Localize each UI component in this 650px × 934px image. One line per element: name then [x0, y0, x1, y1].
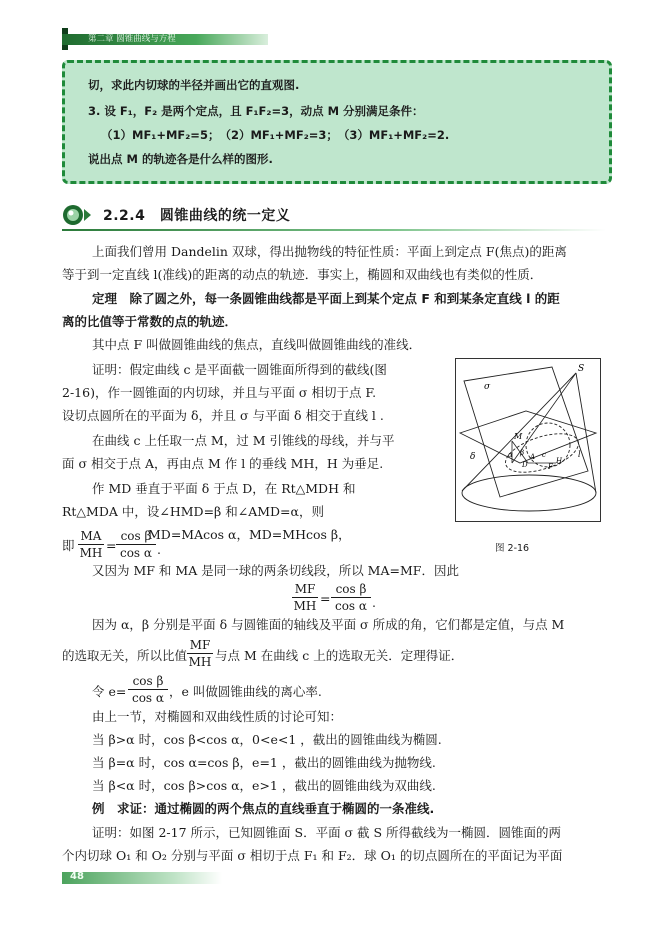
- case-hyperbola: 当 β<α 时，cos β>cos α，e>1 ，截出的圆锥曲线为双曲线.: [92, 778, 436, 793]
- page-number: 48: [70, 871, 84, 882]
- paragraph: 与点 M 在曲线 c 上的选取无关．定理得证．: [215, 648, 464, 663]
- theorem-text: 离的比值等于常数的点的轨迹．: [62, 314, 238, 329]
- chapter-header-text: 第二章 圆锥曲线与方程: [88, 34, 176, 44]
- proof-text: 证明：假定曲线 c 是平面截一圆锥面所得到的截线(图: [92, 362, 387, 377]
- equals-sign: =: [320, 591, 331, 606]
- label-l: l: [578, 450, 581, 459]
- label-h: H: [556, 457, 563, 465]
- case-ellipse: 当 β>α 时，cos β<cos α，0<e<1 ，截出的圆锥曲线为椭圆.: [92, 732, 442, 747]
- paragraph: ，e 叫做圆锥曲线的离心率.: [169, 684, 322, 699]
- fraction-mf-mh: [292, 582, 318, 613]
- fraction-cos: [116, 529, 156, 560]
- fraction-cos: [331, 582, 371, 613]
- paragraph: 等于到一定直线 l(准线)的距离的动点的轨迹．事实上，椭圆和双曲线也有类似的性质．: [62, 267, 543, 282]
- figure-caption: 图 2-16: [495, 543, 530, 554]
- denominator: MH: [79, 546, 103, 560]
- exercise-line: 切，求此内切球的半径并画出它的直观图.: [88, 78, 300, 92]
- paragraph: 证明：如图 2-17 所示，已知圆锥面 S．平面 σ 截 S 所得截线为一椭圆．圆锥面的两: [92, 825, 562, 840]
- fraction-eccentricity: [128, 674, 168, 705]
- paragraph: 其中点 F 叫做圆锥曲线的焦点，直线叫做圆锥曲线的准线．: [92, 337, 422, 352]
- section-bullet-icon: [62, 203, 92, 227]
- denominator: MH: [293, 599, 317, 613]
- label-c: c: [542, 451, 546, 459]
- label-delta: δ: [470, 452, 476, 462]
- section-divider: [62, 229, 606, 231]
- label-sigma: σ: [484, 382, 491, 392]
- paragraph: 个内切球 O₁ 和 O₂ 分别与平面 σ 相切于点 F₁ 和 F₂．球 O₁ 的切点圆所在的平面记为平面: [62, 848, 563, 863]
- label-a: A: [530, 453, 536, 461]
- example-heading: 例 求证：通过椭圆的两个焦点的直线垂直于椭圆的一条准线.: [92, 801, 435, 816]
- proof-text: 作 MD 垂直于平面 δ 于点 D，在 Rt△MDH 和: [92, 481, 356, 496]
- label-beta: β: [520, 449, 525, 457]
- paragraph: 的选取无关，所以比值: [62, 648, 188, 663]
- paragraph: 因为 α，β 分别是平面 δ 与圆锥面的轴线及平面 σ 所成的角，它们都是定值，与点 M: [92, 617, 565, 632]
- footer-bar: [62, 872, 222, 884]
- fraction-mf-mh-inline: [187, 638, 213, 669]
- period: .: [372, 595, 376, 610]
- proof-text: 设切点圆所在的平面为 δ，并且 σ 与平面 δ 相交于直线 l .: [62, 408, 384, 423]
- fraction-ma-mh: [78, 529, 104, 560]
- denominator: cos α: [131, 691, 165, 705]
- theorem-text: 定理 除了圆之外，每一条圆锥曲线都是平面上到某个定点 F 和到某条定直线 l 的距: [92, 291, 560, 306]
- equals-sign: =: [106, 538, 117, 553]
- period: .: [157, 542, 161, 557]
- label-d: D: [522, 461, 528, 469]
- cone-diagram: [456, 359, 600, 521]
- numerator: cos β: [335, 582, 367, 596]
- label-m: M: [514, 432, 523, 441]
- figure-2-16: [455, 358, 601, 522]
- numerator: cos β: [120, 529, 152, 543]
- denominator: MH: [188, 655, 212, 669]
- exercise-line: 说出点 M 的轨迹各是什么样的图形.: [88, 152, 273, 166]
- denominator: cos α: [334, 599, 368, 613]
- label-alpha: α: [508, 451, 513, 459]
- proof-text: 面 σ 相交于点 A，再由点 M 作 l 的垂线 MH，H 为垂足.: [62, 456, 384, 471]
- paragraph: 由上一节，对椭圆和双曲线性质的讨论可知：: [92, 709, 343, 724]
- numerator: cos β: [132, 674, 164, 688]
- label-s: S: [578, 364, 585, 374]
- paragraph: 令 e=: [92, 684, 127, 699]
- numerator: MF: [294, 582, 316, 596]
- proof-text: 在曲线 c 上任取一点 M，过 M 引锥线的母线，并与平: [92, 433, 395, 448]
- proof-text: Rt△MDA 中，设∠HMD=β 和∠AMD=α，则: [62, 504, 324, 519]
- paragraph: 上面我们曾用 Dandelin 双球，得出抛物线的特征性质：平面上到定点 F(焦点)的距离: [92, 244, 567, 259]
- proof-text: 2-16)，作一圆锥面的内切球，并且与平面 σ 相切于点 F.: [62, 385, 377, 400]
- numerator: MF: [189, 638, 211, 652]
- paragraph: 又因为 MF 和 MA 是同一球的两条切线段，所以 MA=MF．因此: [92, 563, 459, 578]
- section-title: 2.2.4 圆锥曲线的统一定义: [103, 208, 291, 224]
- numerator: MA: [80, 529, 102, 543]
- formula-prefix: 即: [62, 538, 75, 553]
- exercise-line: 3. 设 F₁，F₂ 是两个定点，且 F₁F₂=3，动点 M 分别满足条件：: [88, 104, 424, 118]
- denominator: cos α: [119, 546, 153, 560]
- case-parabola: 当 β=α 时，cos α=cos β，e=1 ，截出的圆锥曲线为抛物线.: [92, 755, 436, 770]
- label-f: F: [548, 463, 553, 471]
- formula: MD=MAcos α，MD=MHcos β，: [148, 527, 351, 542]
- exercise-line: （1）MF₁+MF₂=5； （2）MF₁+MF₂=3； （3）MF₁+MF₂=2.: [101, 128, 450, 142]
